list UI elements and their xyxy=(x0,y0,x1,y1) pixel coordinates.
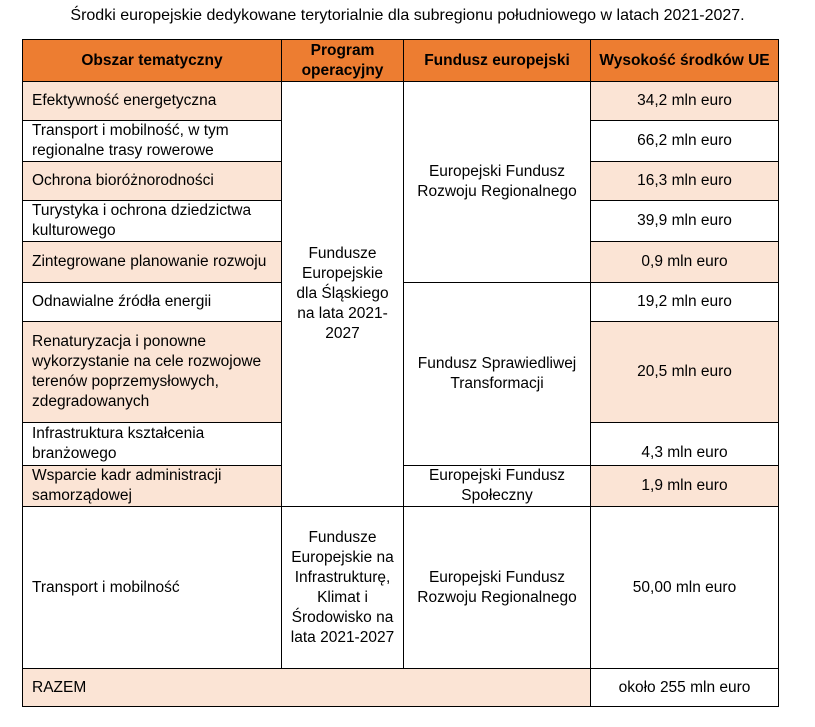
area-cell: Efektywność energetyczna xyxy=(23,82,282,121)
header-program: Program operacyjny xyxy=(282,40,404,82)
funds-table xyxy=(22,39,779,707)
fund-cell: Europejski Fundusz Społeczny xyxy=(404,466,591,507)
amount-cell: 4,3 mln euro xyxy=(591,423,779,466)
header-fund: Fundusz europejski xyxy=(404,40,591,82)
table-caption: Środki europejskie dedykowane terytorialnie dla subregionu południowego w latach 2021-2027. xyxy=(70,7,745,24)
amount-cell: 66,2 mln euro xyxy=(591,121,779,162)
program-cell: Fundusze Europejskie dla Śląskiego na lata 2021-2027 xyxy=(282,82,404,507)
amount-cell: 19,2 mln euro xyxy=(591,283,779,322)
area-cell: Transport i mobilność, w tym regionalne trasy rowerowe xyxy=(23,121,282,162)
amount-cell: 50,00 mln euro xyxy=(591,507,779,669)
total-amount: około 255 mln euro xyxy=(591,669,779,707)
program-cell: Fundusze Europejskie na Infrastrukturę, Klimat i Środowisko na lata 2021-2027 xyxy=(282,507,404,669)
table-row xyxy=(23,507,779,669)
area-cell: Odnawialne źródła energii xyxy=(23,283,282,322)
area-cell: Renaturyzacja i ponowne wykorzystanie na cele rozwojowe terenów poprzemysłowych, zdegradowanych xyxy=(23,322,282,423)
amount-cell: 1,9 mln euro xyxy=(591,466,779,507)
fund-cell: Europejski Fundusz Rozwoju Regionalnego xyxy=(404,507,591,669)
total-label: RAZEM xyxy=(23,669,591,707)
area-cell: Zintegrowane planowanie rozwoju xyxy=(23,242,282,283)
amount-cell: 0,9 mln euro xyxy=(591,242,779,283)
amount-cell: 39,9 mln euro xyxy=(591,201,779,242)
amount-cell: 34,2 mln euro xyxy=(591,82,779,121)
table-row xyxy=(23,82,779,121)
area-cell: Ochrona bioróżnorodności xyxy=(23,162,282,201)
total-row xyxy=(23,669,779,707)
fund-cell: Europejski Fundusz Rozwoju Regionalnego xyxy=(404,82,591,283)
amount-cell: 16,3 mln euro xyxy=(591,162,779,201)
area-cell: Infrastruktura kształcenia branżowego xyxy=(23,423,282,466)
area-cell: Wsparcie kadr administracji samorządowej xyxy=(23,466,282,507)
area-cell: Turystyka i ochrona dziedzictwa kulturowego xyxy=(23,201,282,242)
area-cell: Transport i mobilność xyxy=(23,507,282,669)
header-amount: Wysokość środków UE xyxy=(591,40,779,82)
header-row xyxy=(23,40,779,82)
fund-cell: Fundusz Sprawiedliwej Transformacji xyxy=(404,283,591,466)
amount-cell: 20,5 mln euro xyxy=(591,322,779,423)
header-area: Obszar tematyczny xyxy=(23,40,282,82)
